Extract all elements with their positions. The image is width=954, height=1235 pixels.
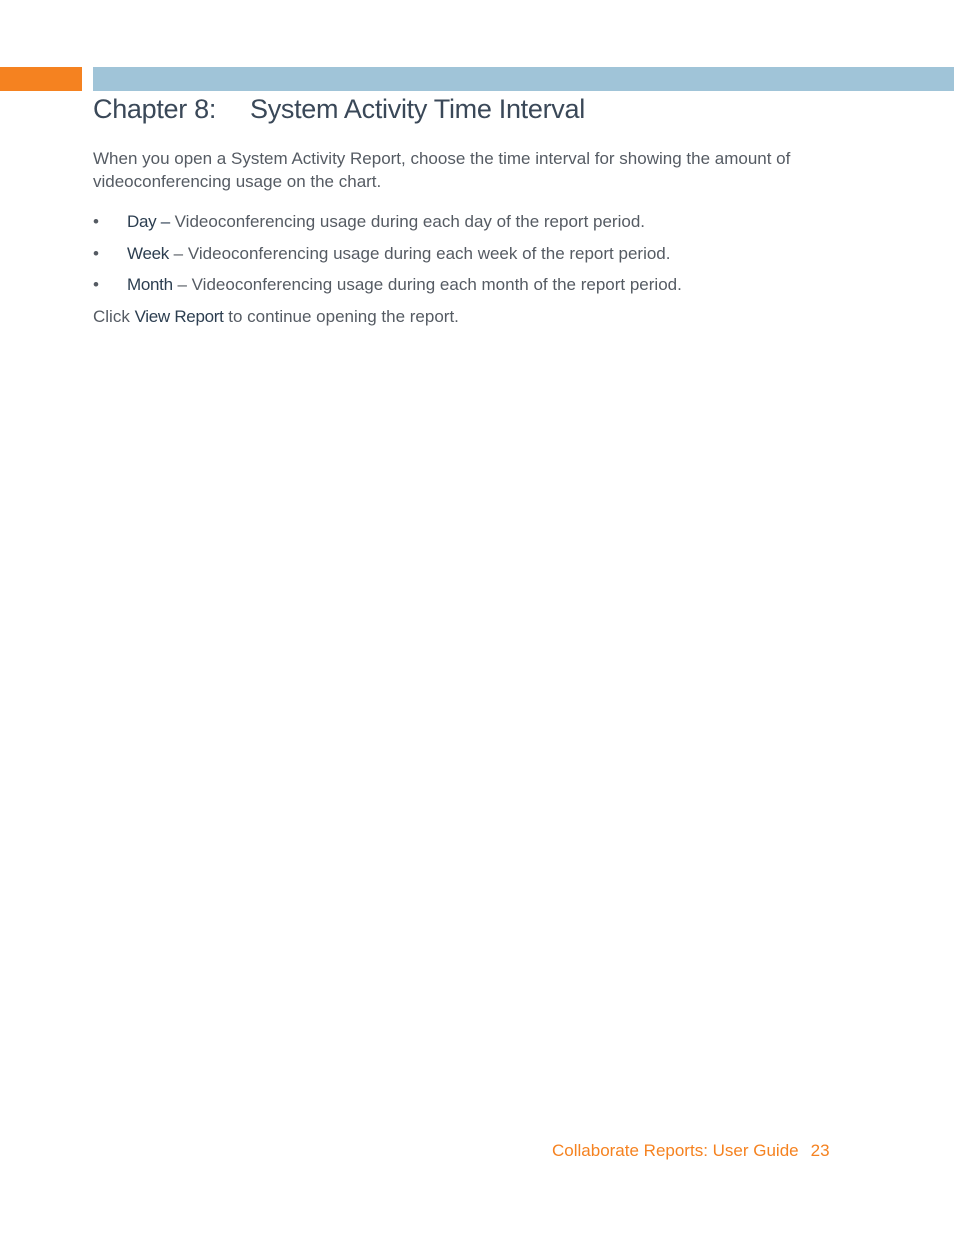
- header-accent-bar-blue: [93, 67, 954, 91]
- list-item: [93, 273, 682, 305]
- interval-term-day: Day –: [127, 212, 170, 231]
- list-item: [93, 210, 682, 242]
- chapter-number: Chapter 8:: [93, 94, 217, 124]
- footer-guide-title: Collaborate Reports: User Guide: [552, 1141, 799, 1160]
- interval-term-week: Week: [127, 243, 169, 263]
- interval-description-day: Videoconferencing usage during each day of the report period.: [169, 212, 645, 231]
- bullet-icon: •: [93, 243, 99, 263]
- interval-description-week: – Videoconferencing usage during each week of the report period.: [168, 243, 671, 263]
- page-title: [93, 94, 585, 125]
- interval-option-list: [93, 210, 682, 305]
- view-report-term: View Report: [134, 307, 224, 326]
- list-item: [93, 242, 682, 274]
- header-accent-bar-orange: [0, 67, 82, 91]
- chapter-title-text: System Activity Time Interval: [250, 94, 585, 124]
- instruction-prefix: Click: [93, 307, 135, 326]
- bullet-icon: •: [93, 275, 99, 295]
- interval-term-month: Month: [127, 275, 173, 295]
- interval-description-month: – Videoconferencing usage during each month of the report period.: [172, 275, 682, 295]
- bullet-icon: •: [93, 212, 99, 231]
- page-number: 23: [810, 1141, 830, 1160]
- page-footer: [552, 1141, 830, 1161]
- instruction-suffix: to continue opening the report.: [223, 307, 459, 326]
- instruction-paragraph: [93, 305, 459, 328]
- intro-paragraph: When you open a System Activity Report, choose the time interval for showing the amount of videoconferencing usage on the chart.: [93, 149, 791, 191]
